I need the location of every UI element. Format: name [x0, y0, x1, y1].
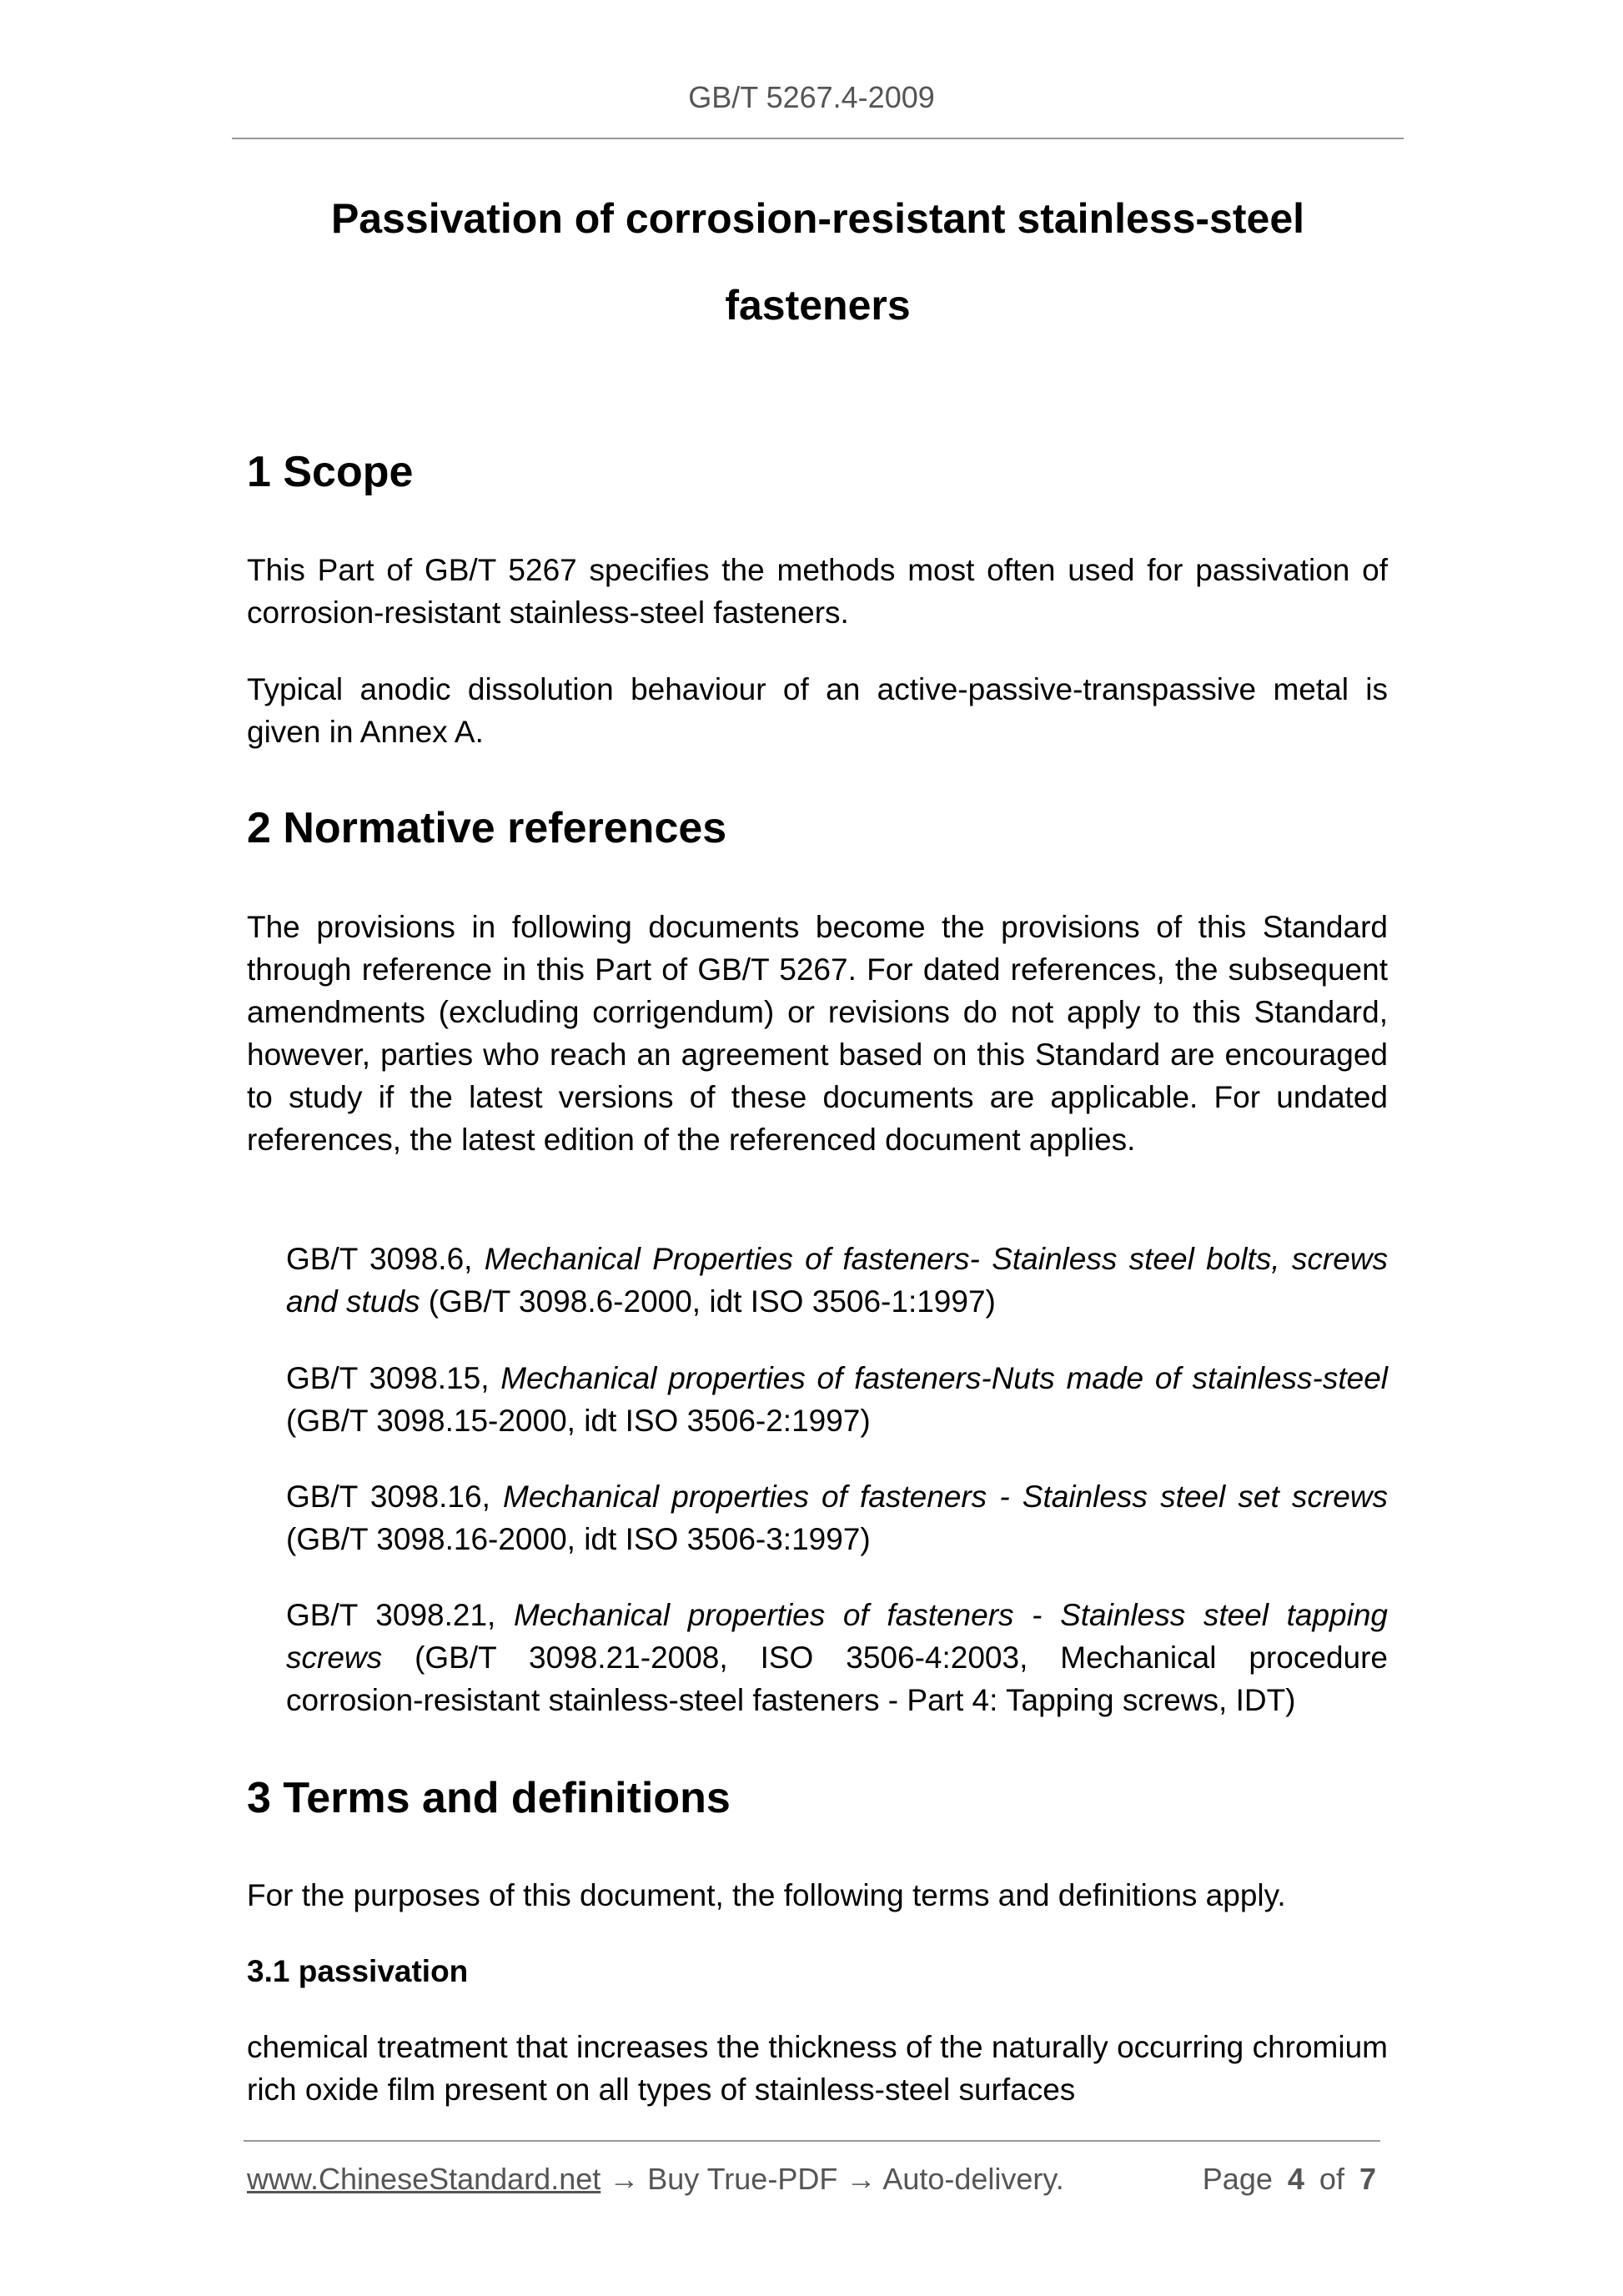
website-link[interactable]: www.ChineseStandard.net [247, 2162, 601, 2196]
reference-item [286, 1238, 1388, 1323]
scope-paragraph-1: This Part of GB/T 5267 specifies the methods most often used for passivation of corrosion-resistant stainless-steel fasteners. [247, 553, 1388, 630]
page-total: 7 [1359, 2162, 1376, 2196]
reference-details: (GB/T 3098.6-2000, idt ISO 3506-1:1997) [420, 1284, 996, 1319]
reference-item [286, 1357, 1388, 1442]
document-title [232, 175, 1404, 349]
page-label: Page [1202, 2162, 1273, 2196]
reference-details: (GB/T 3098.16-2000, idt ISO 3506-3:1997) [286, 1522, 871, 1556]
heading-terms-definitions: 3 Terms and definitions [247, 1774, 731, 1822]
reference-code: GB/T 3098.15, [286, 1361, 501, 1395]
footer-left [247, 2162, 1064, 2197]
reference-code: GB/T 3098.6, [286, 1242, 485, 1276]
reference-title: Mechanical properties of fasteners-Nuts made of stainless-steel [500, 1361, 1388, 1395]
page-of: of [1319, 2162, 1344, 2196]
header-divider [232, 138, 1404, 139]
running-header: GB/T 5267.4-2009 [688, 80, 935, 114]
heading-scope: 1 Scope [247, 448, 414, 496]
reference-title: Mechanical properties of fasteners - Stainless steel tapping screws [286, 1598, 1388, 1675]
title-line-2: fasteners [725, 282, 911, 329]
title-line-1: Passivation of corrosion-resistant stainless-steel [330, 195, 1305, 242]
scope-paragraph-2: Typical anodic dissolution behaviour of an active-passive-transpassive metal is given in Annex A. [247, 672, 1388, 749]
reference-item [286, 1594, 1388, 1721]
reference-details: (GB/T 3098.21-2008, ISO 3506-4:2003, Mechanical procedure corrosion-resistant stainless-steel fasteners - Part 4: Tapping screws, IDT) [286, 1640, 1388, 1717]
page-indicator [1201, 2162, 1376, 2197]
reference-details: (GB/T 3098.15-2000, idt ISO 3506-2:1997) [286, 1404, 871, 1438]
footer-tagline: → Buy True-PDF → Auto-delivery. [600, 2162, 1064, 2196]
page-current: 4 [1287, 2162, 1304, 2196]
normative-paragraph: The provisions in following documents become the provisions of this Standard through reference in this Part of GB/T 5267. For dated references, the subsequent amendments (excluding corrigendum) or revisions do not apply to this Standard, however, parties who reach an agreement based on this Standard are encouraged to study if the latest versions of these documents are applicable. For undated references, the latest edition of the referenced document applies. [247, 910, 1388, 1157]
reference-title: Mechanical Properties of fasteners- Stainless steel bolts, screws and studs [286, 1242, 1388, 1319]
reference-code: GB/T 3098.21, [286, 1598, 514, 1632]
reference-item [286, 1475, 1388, 1560]
term-heading: 3.1 passivation [247, 1954, 469, 1988]
heading-normative-references: 2 Normative references [247, 804, 727, 852]
footer-divider [244, 2140, 1380, 2142]
reference-code: GB/T 3098.16, [286, 1480, 503, 1514]
terms-paragraph: For the purposes of this document, the following terms and definitions apply. [247, 1878, 1286, 1912]
term-definition: chemical treatment that increases the thickness of the naturally occurring chromium rich oxide film present on all types of stainless-steel surfaces [247, 2030, 1388, 2107]
reference-title: Mechanical properties of fasteners - Stainless steel set screws [503, 1480, 1388, 1514]
